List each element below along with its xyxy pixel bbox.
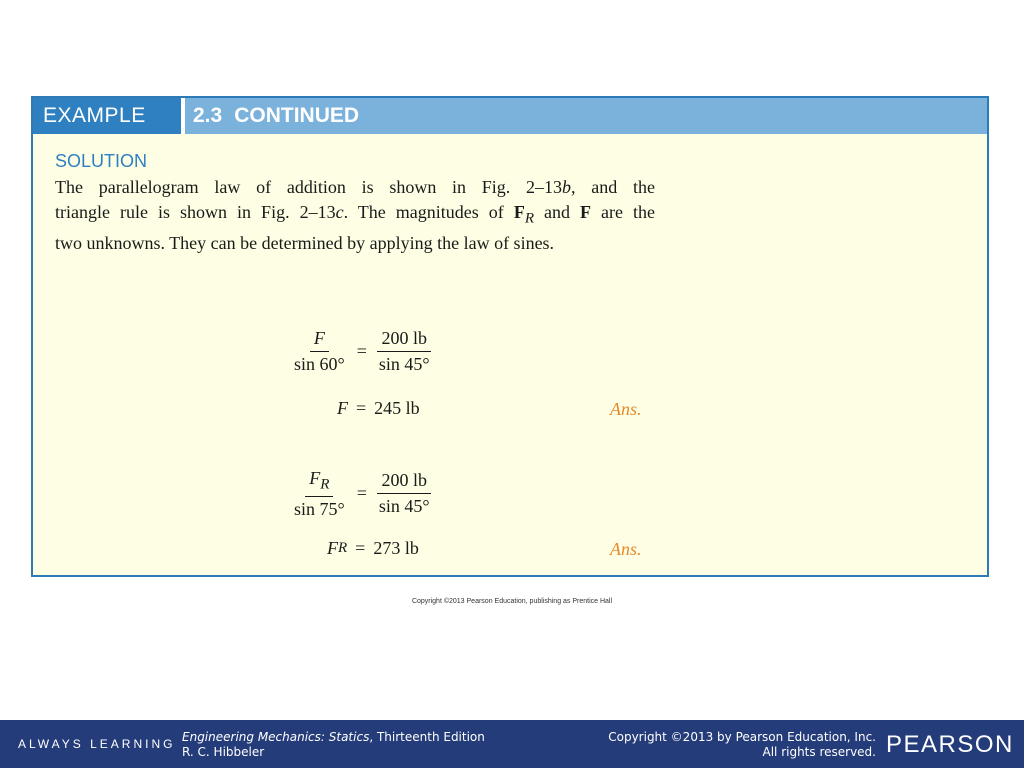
fraction-right: $\frac{200 lb}{\sin 45^\circ}$: [378, 328, 430, 374]
equation-result-F: F = 245 lb: [337, 398, 420, 418]
fraction-right: $\frac{200 lb}{\sin 45^\circ}$: [378, 470, 430, 517]
example-header: [33, 98, 987, 134]
answer-label-1: Ans.: [610, 399, 642, 419]
equation-law-of-sines-2: $\frac{F_R}{\sin 75^\circ}$ = $\frac{200 lb}{\sin 45^\circ}$: [290, 468, 434, 520]
always-learning-tagline: ALWAYS LEARNING: [18, 737, 176, 751]
book-citation: [182, 730, 485, 760]
fraction-left: $\frac{F}{\sin 60^\circ}$: [294, 328, 345, 374]
example-panel: [31, 96, 989, 577]
example-number: 2.3: [193, 104, 223, 127]
book-edition: , Thirteenth Edition: [369, 730, 485, 744]
answer-label-2: Ans.: [610, 539, 642, 559]
fraction-left: $\frac{F_R}{\sin 75^\circ}$: [294, 468, 345, 519]
pearson-logo: PEARSON: [886, 731, 1014, 758]
book-title: Engineering Mechanics: Statics: [182, 730, 370, 744]
paragraph-line-1: The parallelogram law of addition is shown in Fig. 2–13b, and the: [55, 177, 655, 197]
paragraph-line-3: two unknowns. They can be determined by applying the law of sines.: [55, 232, 555, 253]
paragraph-line-2: triangle rule is shown in Fig. 2–13c. The magnitudes of $F_R$ and F are the: [55, 201, 656, 227]
equation-result-FR: F R = 273 lb: [327, 538, 419, 558]
solution-paragraph: [55, 175, 655, 255]
example-label: EXAMPLE: [33, 98, 181, 134]
footer-bar: [0, 720, 1024, 768]
figure-copyright: Copyright ©2013 Pearson Education, publishing as Prentice Hall: [411, 598, 613, 605]
book-author: R. C. Hibbeler: [182, 745, 265, 759]
equation-law-of-sines-1: $\frac{F}{\sin 60^\circ}$ = $\frac{200 lb}{\sin 45^\circ}$: [290, 328, 434, 375]
example-title: CONTINUED: [234, 104, 360, 127]
solution-heading: SOLUTION: [55, 151, 148, 171]
footer-copyright: Copyright ©2013 by Pearson Education, Inc. All rights reserved.: [608, 730, 876, 759]
